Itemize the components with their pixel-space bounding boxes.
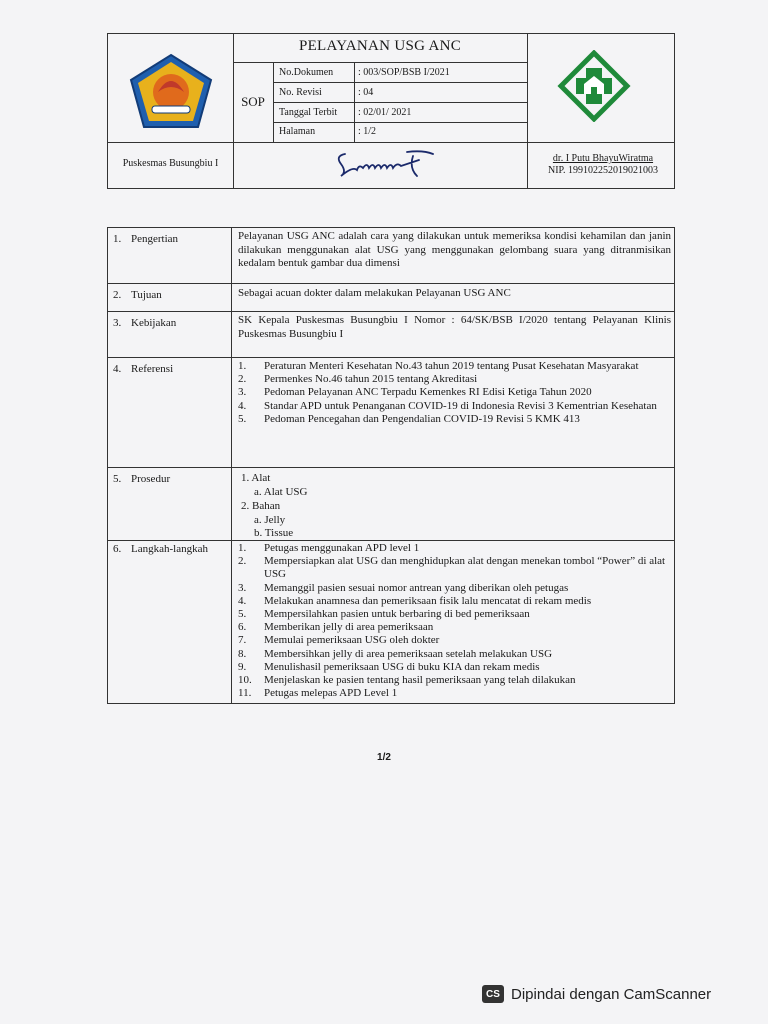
- section-label-tujuan: 2. Tujuan: [113, 289, 162, 301]
- section-text-pengertian: Pelayanan USG ANC adalah cara yang dilakukan untuk memeriksa kondisi kehamilan dan janin dilakukan menggunakan alat USG yang menggunakan gelombang suara yang ditranmisikan kedalam bentuk gambar dua dimensi: [238, 230, 671, 269]
- document-title: PELAYANAN USG ANC: [298, 38, 462, 54]
- section-label-langkah: 6. Langkah-langkah: [113, 543, 208, 555]
- list-item: 10. Menjelaskan ke pasien tentang hasil pemeriksaan yang telah dilakukan: [238, 674, 576, 687]
- section-label-pengertian: 1. Pengertian: [113, 233, 179, 245]
- section-label-referensi: 4. Referensi: [113, 363, 174, 375]
- organization-name: Puskesmas Busungbiu I: [122, 158, 219, 169]
- list-item: 5. Mempersilahkan pasien untuk berbaring di bed pemeriksaan: [238, 608, 530, 621]
- list-item: 3. Memanggil pasien sesuai nomor antrean yang diberikan oleh petugas: [238, 581, 569, 594]
- prosedur-line: 1. Alat: [241, 472, 271, 484]
- section-label-prosedur: 5. Prosedur: [113, 473, 171, 485]
- prosedur-line: a. Alat USG: [254, 486, 308, 498]
- prosedur-line: a. Jelly: [254, 514, 286, 526]
- meta-value-halaman: : 1/2: [358, 126, 377, 137]
- section-text-kebijakan: SK Kepala Puskesmas Busungbiu I Nomor : 64/SK/BSB I/2020 tentang Pelayanan Klinis Puskesmas Busungbiu I: [238, 314, 671, 340]
- page-number: 1/2: [377, 752, 391, 763]
- puskesmas-logo-icon: [557, 50, 631, 127]
- camscanner-watermark: [482, 985, 711, 1003]
- list-item: 7. Memulai pemeriksaan USG oleh dokter: [238, 634, 440, 647]
- referensi-list: [238, 360, 671, 426]
- list-item: 1. Petugas menggunakan APD level 1: [238, 542, 420, 554]
- signature-icon: [333, 146, 443, 185]
- regency-emblem-icon: [128, 52, 214, 135]
- section-text-tujuan: Sebagai acuan dokter dalam melakukan Pelayanan USG ANC: [238, 287, 511, 299]
- list-item: 3. Pedoman Pelayanan ANC Terpadu Kemenkes RI Edisi Ketiga Tahun 2020: [238, 386, 592, 399]
- list-item: 1. Peraturan Menteri Kesehatan No.43 tahun 2019 tentang Pusat Kesehatan Masyarakat: [238, 360, 639, 372]
- langkah-list: [238, 542, 671, 700]
- meta-label-halaman: Halaman: [279, 126, 316, 137]
- meta-value-no-dokumen: : 003/SOP/BSB I/2021: [358, 67, 450, 78]
- list-item: 4. Standar APD untuk Penanganan COVID-19 di Indonesia Revisi 3 Kementrian Kesehatan: [238, 399, 657, 412]
- list-item: 2. Mempersiapkan alat USG dan menghidupkan alat dengan menekan tombol “Power” di alat USG: [238, 555, 666, 581]
- meta-value-no-revisi: : 04: [358, 87, 374, 98]
- list-item: 5. Pedoman Pencegahan dan Pengendalian COVID-19 Revisi 5 KMK 413: [238, 412, 580, 425]
- prosedur-line: 2. Bahan: [241, 500, 281, 512]
- watermark-text: Dipindai dengan CamScanner: [511, 985, 712, 1003]
- meta-label-tanggal-terbit: Tanggal Terbit: [279, 107, 338, 118]
- doctor-name: dr. I Putu BhayuWiratma: [552, 153, 654, 164]
- sop-label: SOP: [241, 94, 265, 109]
- list-item: 2. Permenkes No.46 tahun 2015 tentang Akreditasi: [238, 373, 478, 386]
- meta-label-no-dokumen: No.Dokumen: [279, 67, 334, 78]
- list-item: 8. Membersihkan jelly di area pemeriksaan setelah melakukan USG: [238, 647, 553, 660]
- list-item: 11. Petugas melepas APD Level 1: [238, 687, 398, 700]
- list-item: 4. Melakukan anamnesa dan pemeriksaan fisik lalu mencatat di rekam medis: [238, 594, 592, 607]
- camscanner-logo-icon: CS: [482, 985, 504, 1003]
- sop-content-table: [107, 227, 675, 704]
- list-item: 9. Menulishasil pemeriksaan USG di buku KIA dan rekam medis: [238, 660, 540, 673]
- meta-value-tanggal-terbit: : 02/01/ 2021: [358, 107, 412, 118]
- prosedur-line: b. Tissue: [254, 527, 294, 539]
- doctor-nip: NIP. 199102252019021003: [547, 165, 658, 176]
- section-label-kebijakan: 3. Kebijakan: [113, 317, 177, 329]
- header-table: [107, 33, 675, 189]
- meta-label-no-revisi: No. Revisi: [279, 87, 322, 98]
- list-item: 6. Memberikan jelly di area pemeriksaan: [238, 621, 434, 634]
